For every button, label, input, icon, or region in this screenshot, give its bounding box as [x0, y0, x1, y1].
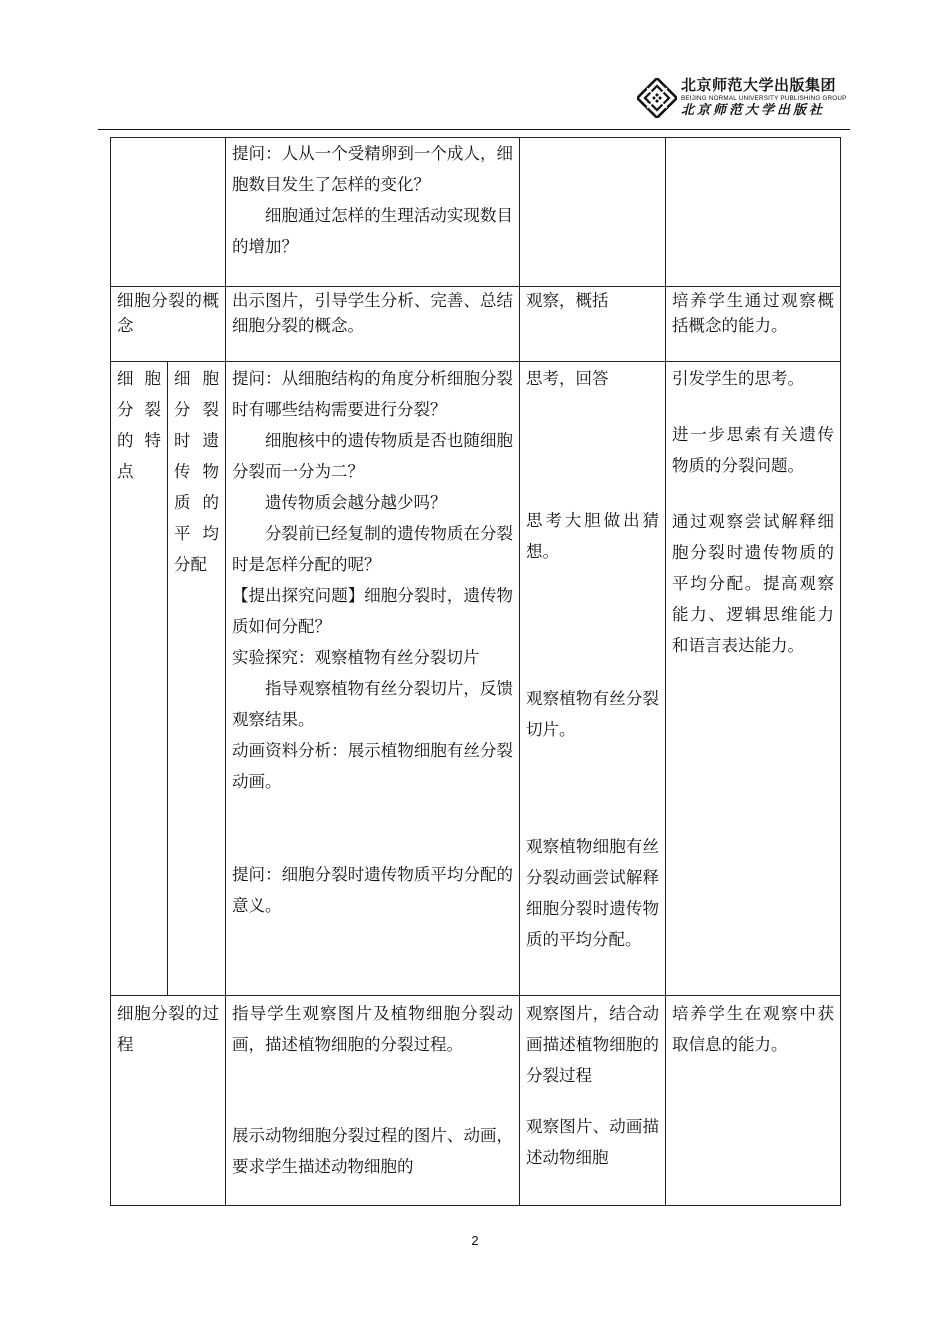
intent-text: 培养学生在观察中获取信息的能力。	[672, 1004, 834, 1054]
teacher-text: 提问：细胞分裂时遗传物质平均分配的意义。	[232, 865, 513, 915]
teacher-text: 分裂前已经复制的遗传物质在分裂时是怎样分配的呢？	[232, 524, 513, 574]
topic-text: 细胞分裂的过程	[117, 1004, 219, 1054]
teacher-text: 展示动物细胞分裂过程的图片、动画，要求学生描述动物细胞的	[232, 1126, 513, 1176]
intent-text: 进一步思索有关遗传物质的分裂问题。	[672, 425, 834, 475]
student-text: 思考，回答	[526, 369, 609, 388]
design-intent-cell	[666, 996, 841, 1206]
student-activity-cell	[520, 138, 666, 287]
header-divider	[98, 129, 850, 130]
topic-cell	[111, 996, 226, 1206]
table-row	[111, 138, 841, 287]
teacher-activity-cell	[226, 287, 520, 362]
teacher-text: 提问：从细胞结构的角度分析细胞分裂时有哪些结构需要进行分裂？	[232, 369, 513, 419]
intent-text: 通过观察尝试解释细胞分裂时遗传物质的平均分配。提高观察能力、逻辑思维能力和语言表达能力。	[672, 512, 834, 655]
student-text: 思考大胆做出猜想。	[526, 511, 659, 561]
intent-text: 培养学生通过观察概括概念的能力。	[672, 291, 834, 335]
subtopic-text: 细胞分裂时遗传物质的平均分配	[174, 369, 219, 574]
teacher-text: 细胞核中的遗传物质是否也随细胞分裂而一分为二？	[232, 431, 513, 481]
teacher-activity-cell	[226, 362, 520, 996]
student-text: 观察图片，结合动画描述植物细胞的分裂过程	[526, 1004, 659, 1085]
student-activity-cell	[520, 996, 666, 1206]
student-text: 观察植物细胞有丝分裂动画尝试解释细胞分裂时遗传物质的平均分配。	[526, 837, 659, 949]
student-activity-cell	[520, 287, 666, 362]
topic-cell	[111, 138, 226, 287]
teacher-activity-cell	[226, 138, 520, 287]
publisher-name-en: BEIJING NORMAL UNIVERSITY PUBLISHING GROUP	[681, 95, 847, 102]
publisher-subname-cn: 北京师范大学出版社	[681, 103, 826, 118]
teacher-text: 遗传物质会越分越少吗？	[265, 493, 447, 512]
design-intent-cell	[666, 287, 841, 362]
teacher-text: 细胞通过怎样的生理活动实现数目的增加？	[232, 206, 513, 256]
table-row	[111, 362, 841, 996]
lesson-plan-table	[110, 137, 841, 1206]
teacher-activity-cell	[226, 996, 520, 1206]
student-text: 观察图片、动画描述动物细胞	[526, 1117, 659, 1167]
intent-text: 引发学生的思考。	[672, 369, 804, 388]
table-row	[111, 996, 841, 1206]
publisher-logo-icon	[637, 78, 677, 118]
topic-cell	[111, 287, 226, 362]
student-text: 观察植物有丝分裂切片。	[526, 689, 659, 739]
topic-text: 细胞分裂的特点	[117, 369, 161, 481]
teacher-text: 【提出探究问题】细胞分裂时，遗传物质如何分配？	[232, 586, 513, 636]
student-text: 观察，概括	[526, 291, 609, 310]
teacher-text: 实验探究：观察植物有丝分裂切片	[232, 648, 480, 667]
subtopic-cell	[168, 362, 226, 996]
teacher-text: 指导观察植物有丝分裂切片，反馈观察结果。	[232, 679, 513, 729]
teacher-text: 出示图片，引导学生分析、完善、总结细胞分裂的概念。	[232, 291, 513, 335]
publisher-name-block	[681, 76, 851, 119]
publisher-name-cn: 北京师范大学出版集团	[681, 76, 837, 94]
topic-cell	[111, 362, 168, 996]
student-activity-cell	[520, 362, 666, 996]
page-number: 2	[471, 1233, 479, 1248]
design-intent-cell	[666, 138, 841, 287]
topic-text: 细胞分裂的概念	[117, 291, 219, 335]
teacher-text: 指导学生观察图片及植物细胞分裂动画，描述植物细胞的分裂过程。	[232, 1004, 513, 1054]
teacher-text: 提问：人从一个受精卵到一个成人，细胞数目发生了怎样的变化？	[232, 144, 513, 194]
teacher-text: 动画资料分析：展示植物细胞有丝分裂动画。	[232, 741, 513, 791]
design-intent-cell	[666, 362, 841, 996]
table-row	[111, 287, 841, 362]
